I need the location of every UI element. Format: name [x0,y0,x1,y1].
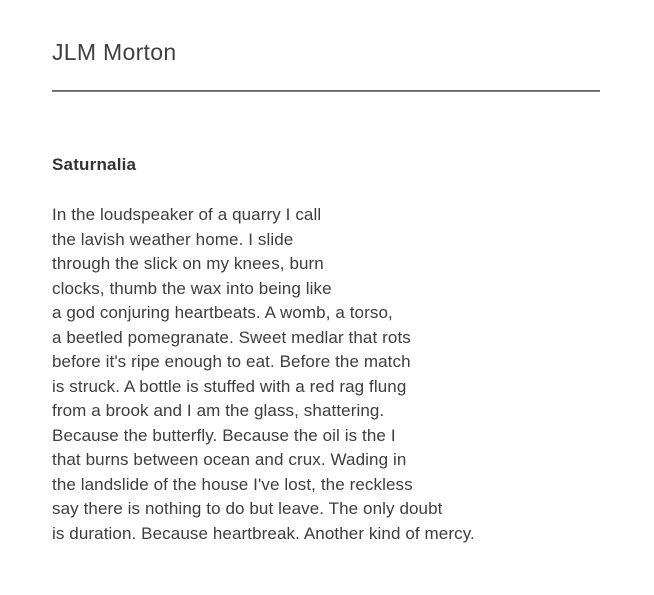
poem-line: the landslide of the house I've lost, the reckless [52,474,413,494]
poem-line: is struck. A bottle is stuffed with a red rag flung [52,376,407,396]
poem-article [52,154,600,546]
poem-line: Because the butterfly. Because the oil is the I [52,425,396,445]
header-divider [52,90,600,92]
poem-title: Saturnalia [52,155,137,174]
site-title: JLM Morton [52,39,177,65]
poem-line: is duration. Because heartbreak. Another kind of mercy. [52,523,475,543]
poem-line: In the loudspeaker of a quarry I call [52,205,322,224]
poem-line: a beetled pomegranate. Sweet medlar that rots [52,327,411,347]
poem-line: through the slick on my knees, burn [52,254,324,273]
poem-line: a god conjuring heartbeats. A womb, a torso, [52,303,393,322]
poem-line: the lavish weather home. I slide [52,229,294,249]
poem-body [52,203,600,546]
poem-line: that burns between ocean and crux. Wading in [52,450,407,469]
poem-line: say there is nothing to do but leave. The only doubt [52,499,443,518]
poem-line: before it's ripe enough to eat. Before the match [52,352,411,371]
site-header [52,38,600,92]
poem-line: from a brook and I am the glass, shattering. [52,401,385,420]
poem-line: clocks, thumb the wax into being like [52,278,332,298]
